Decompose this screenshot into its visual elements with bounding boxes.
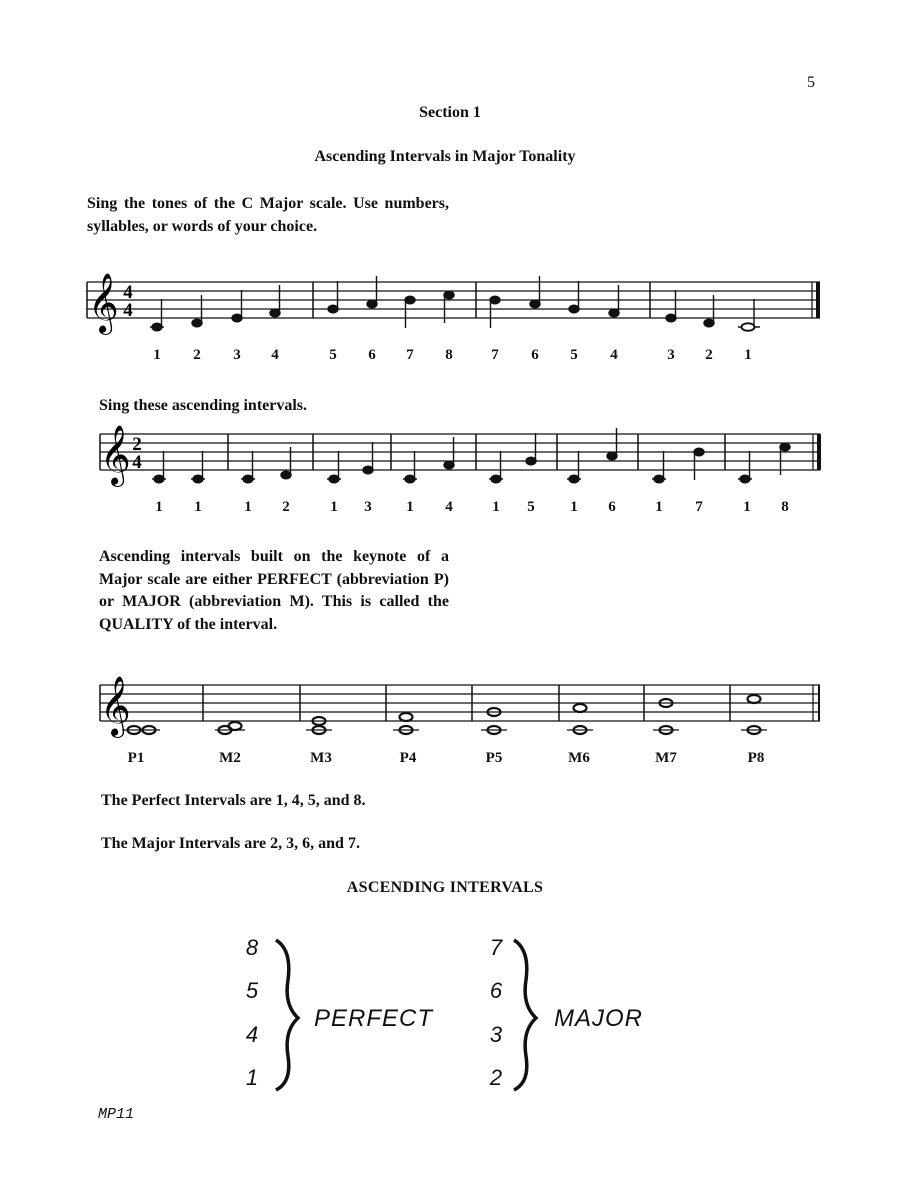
treble-clef-icon: 𝄞 xyxy=(100,676,131,736)
footer-code: MP11 xyxy=(98,1106,135,1123)
scale-number: 5 xyxy=(570,347,578,363)
interval-number: 6 xyxy=(608,499,616,515)
scale-number: 1 xyxy=(744,347,752,363)
scale-number: 8 xyxy=(445,347,453,363)
scale-number: 6 xyxy=(531,347,539,363)
interval-label: P4 xyxy=(399,750,417,766)
scale-number: 3 xyxy=(233,347,241,363)
interval-label: M7 xyxy=(655,750,677,766)
interval-label: P5 xyxy=(485,750,503,766)
interval-number: 4 xyxy=(445,499,453,515)
scale-number: 7 xyxy=(491,347,499,363)
interval-number: 1 xyxy=(155,499,163,515)
interval-label: M2 xyxy=(219,750,241,766)
scale-number: 2 xyxy=(193,347,201,363)
scale-number: 4 xyxy=(271,347,279,363)
perfect-number: 4 xyxy=(245,1022,259,1047)
scale-number: 5 xyxy=(329,347,337,363)
interval-label: M6 xyxy=(568,750,590,766)
scale-number: 3 xyxy=(667,347,675,363)
time-signature-bottom: 4 xyxy=(132,452,142,473)
major-number: 2 xyxy=(489,1065,503,1090)
interval-number: 1 xyxy=(570,499,578,515)
scale-number: 2 xyxy=(705,347,713,363)
interval-label: M3 xyxy=(310,750,332,766)
major-number: 3 xyxy=(489,1022,503,1047)
scale-number: 1 xyxy=(153,347,161,363)
right-brace-icon xyxy=(276,940,298,1090)
time-signature-bottom: 4 xyxy=(123,300,133,321)
interval-number: 8 xyxy=(781,499,789,515)
ascending-intervals-heading: ASCENDING INTERVALS xyxy=(346,879,544,896)
interval-number: 5 xyxy=(527,499,535,515)
page-number: 5 xyxy=(807,74,815,91)
interval-number: 1 xyxy=(492,499,500,515)
interval-number: 1 xyxy=(194,499,202,515)
interval-number: 1 xyxy=(244,499,252,515)
major-number: 7 xyxy=(489,935,503,960)
perfect-intervals-statement: The Perfect Intervals are 1, 4, 5, and 8. xyxy=(101,792,366,809)
scale-number: 6 xyxy=(368,347,376,363)
interval-number: 1 xyxy=(743,499,751,515)
quality-explanation: Ascending intervals built on the keynote of a Major scale are either PERFECT (abbreviation P) or MAJOR (abbreviation M). This is called the QUALITY of the interval. xyxy=(99,548,449,633)
time-signature-top: 2 xyxy=(132,434,142,455)
perfect-number: 5 xyxy=(245,978,259,1003)
interval-number: 2 xyxy=(282,499,290,515)
interval-number: 1 xyxy=(330,499,338,515)
scale-number: 7 xyxy=(406,347,414,363)
time-signature-top: 4 xyxy=(123,282,133,303)
page-subtitle: Ascending Intervals in Major Tonality xyxy=(314,148,576,165)
interval-number: 3 xyxy=(364,499,372,515)
major-number: 6 xyxy=(489,978,503,1003)
interval-label: P1 xyxy=(127,750,145,766)
right-brace-icon xyxy=(514,940,536,1090)
intervals-instruction: Sing these ascending intervals. xyxy=(99,397,308,414)
perfect-number: 1 xyxy=(245,1065,259,1090)
treble-clef-icon: 𝄞 xyxy=(100,425,131,485)
interval-label: P8 xyxy=(747,750,765,766)
interval-number: 1 xyxy=(655,499,663,515)
perfect-number: 8 xyxy=(245,935,259,960)
treble-clef-icon: 𝄞 xyxy=(88,273,119,333)
scale-instruction: Sing the tones of the C Major scale. Use numbers, syllables, or words of your choice. xyxy=(87,195,449,235)
interval-number: 7 xyxy=(695,499,703,515)
interval-number: 1 xyxy=(406,499,414,515)
major-label: MAJOR xyxy=(554,1005,643,1032)
scale-number: 4 xyxy=(610,347,618,363)
major-intervals-statement: The Major Intervals are 2, 3, 6, and 7. xyxy=(101,835,360,852)
section-title: Section 1 xyxy=(419,104,481,121)
perfect-label: PERFECT xyxy=(314,1005,434,1032)
